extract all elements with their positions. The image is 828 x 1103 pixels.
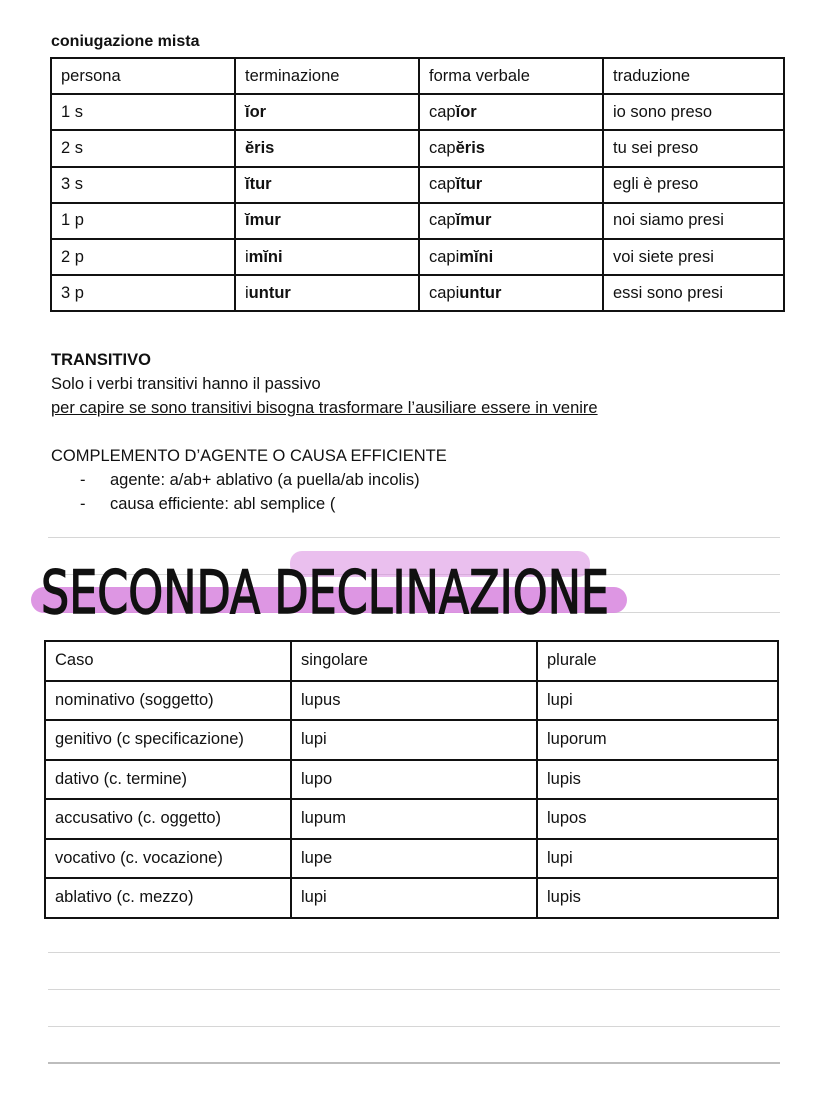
form-cell <box>419 94 603 130</box>
translation-cell: egli è preso <box>603 167 784 203</box>
persona-cell: 2 s <box>51 130 235 166</box>
ending-cell <box>235 130 419 166</box>
table-header-row <box>51 58 784 94</box>
table-row <box>45 799 778 839</box>
caso-cell: dativo (c. termine) <box>45 760 291 800</box>
conjugation-table <box>50 57 785 312</box>
form-suffix: mĭni <box>459 247 494 266</box>
header-cell: plurale <box>537 641 778 681</box>
table-row <box>51 130 784 166</box>
persona-cell: 1 s <box>51 94 235 130</box>
table-row <box>51 275 784 311</box>
ruled-line <box>48 1062 780 1064</box>
singolare-cell: lupi <box>291 720 537 760</box>
table-row <box>45 681 778 721</box>
table-row <box>51 203 784 239</box>
translation-cell: noi siamo presi <box>603 203 784 239</box>
ending-suffix: ĭor <box>245 102 267 121</box>
plurale-cell: luporum <box>537 720 778 760</box>
banner-text: SECONDA DECLINAZIONE <box>41 558 609 628</box>
transitivo-line: Solo i verbi transitivi hanno il passivo <box>51 375 321 393</box>
list-item: - causa efficiente: abl semplice ( <box>80 492 420 516</box>
table-header-row <box>45 641 778 681</box>
caso-cell: nominativo (soggetto) <box>45 681 291 721</box>
ending-prefix: i <box>245 283 249 302</box>
ending-suffix: untur <box>248 283 291 302</box>
persona-cell: 3 p <box>51 275 235 311</box>
declension-table <box>44 640 779 919</box>
ending-suffix: ĕris <box>245 138 275 157</box>
form-stem: cap <box>429 138 456 157</box>
caso-cell: genitivo (c specificazione) <box>45 720 291 760</box>
form-suffix: ĭmur <box>455 211 492 230</box>
singolare-cell: lupo <box>291 760 537 800</box>
form-cell <box>419 239 603 275</box>
table-row <box>45 760 778 800</box>
table-row <box>51 239 784 275</box>
form-cell <box>419 130 603 166</box>
translation-cell: tu sei preso <box>603 130 784 166</box>
form-stem: capi <box>429 247 460 266</box>
ending-suffix: ĭmur <box>245 211 281 230</box>
table-row <box>51 167 784 203</box>
header-cell: terminazione <box>235 58 419 94</box>
ending-cell <box>235 239 419 275</box>
header-cell: forma verbale <box>419 58 603 94</box>
banner-heading <box>25 535 635 628</box>
translation-cell: io sono preso <box>603 94 784 130</box>
ending-cell <box>235 203 419 239</box>
ending-suffix: ĭtur <box>245 175 272 194</box>
ending-cell <box>235 94 419 130</box>
translation-cell: essi sono presi <box>603 275 784 311</box>
plurale-cell: lupi <box>537 839 778 879</box>
header-cell: singolare <box>291 641 537 681</box>
list-item: - agente: a/ab+ ablativo (a puella/ab incolis) <box>80 468 420 492</box>
form-stem: cap <box>429 211 456 230</box>
ending-suffix: mĭni <box>248 247 283 266</box>
complemento-heading: COMPLEMENTO D’AGENTE O CAUSA EFFICIENTE <box>51 447 447 465</box>
form-suffix: ĕris <box>455 138 485 157</box>
transitivo-heading: TRANSITIVO <box>51 351 151 369</box>
form-suffix: ĭtur <box>455 175 483 194</box>
caso-cell: vocativo (c. vocazione) <box>45 839 291 879</box>
complemento-list <box>80 468 420 516</box>
ruled-line <box>48 1026 780 1027</box>
ending-cell <box>235 275 419 311</box>
table-row <box>45 720 778 760</box>
header-cell: traduzione <box>603 58 784 94</box>
singolare-cell: lupum <box>291 799 537 839</box>
plurale-cell: lupi <box>537 681 778 721</box>
persona-cell: 2 p <box>51 239 235 275</box>
table-row <box>45 878 778 918</box>
form-suffix: ĭor <box>455 102 477 121</box>
persona-cell: 1 p <box>51 203 235 239</box>
persona-cell: 3 s <box>51 167 235 203</box>
ruled-line <box>48 952 780 953</box>
caso-cell: ablativo (c. mezzo) <box>45 878 291 918</box>
header-cell: Caso <box>45 641 291 681</box>
header-cell: persona <box>51 58 235 94</box>
form-stem: cap <box>429 102 456 121</box>
singolare-cell: lupi <box>291 878 537 918</box>
form-cell <box>419 203 603 239</box>
form-suffix: untur <box>459 283 502 302</box>
plurale-cell: lupis <box>537 760 778 800</box>
plurale-cell: lupis <box>537 878 778 918</box>
form-stem: cap <box>429 175 456 194</box>
section-title: coniugazione mista <box>51 33 200 50</box>
transitivo-underlined-line: per capire se sono transitivi bisogna trasformare l’ausiliare essere in venire <box>51 399 598 417</box>
ending-cell <box>235 167 419 203</box>
caso-cell: accusativo (c. oggetto) <box>45 799 291 839</box>
singolare-cell: lupus <box>291 681 537 721</box>
ending-prefix: i <box>245 247 249 266</box>
form-stem: capi <box>429 283 460 302</box>
form-cell <box>419 167 603 203</box>
translation-cell: voi siete presi <box>603 239 784 275</box>
form-cell <box>419 275 603 311</box>
table-row <box>45 839 778 879</box>
table-row <box>51 94 784 130</box>
singolare-cell: lupe <box>291 839 537 879</box>
ruled-line <box>48 989 780 990</box>
plurale-cell: lupos <box>537 799 778 839</box>
